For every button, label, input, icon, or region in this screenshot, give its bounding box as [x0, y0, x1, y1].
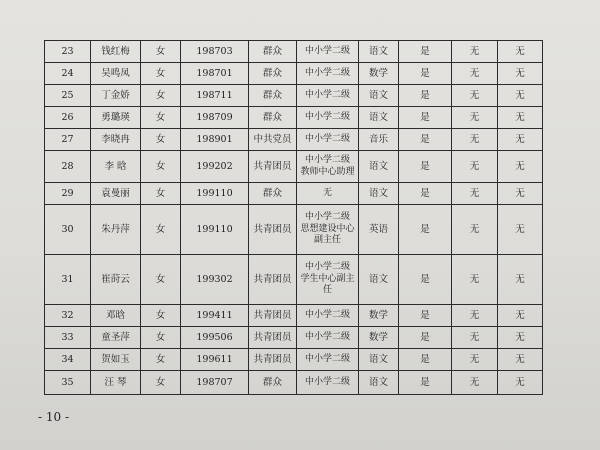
- cell-subject: 语文: [359, 349, 399, 371]
- cell-col10: 无: [498, 205, 543, 255]
- table-row: [45, 327, 543, 349]
- cell-subject: 数学: [359, 327, 399, 349]
- cell-gender: 女: [141, 183, 181, 205]
- cell-subject: 语文: [359, 41, 399, 63]
- cell-name: 李晓冉: [91, 129, 141, 151]
- table-row: [45, 183, 543, 205]
- position-line: 中小学二级: [304, 309, 350, 320]
- cell-birth: 199110: [181, 205, 249, 255]
- position-line: 中小学二级: [304, 45, 350, 56]
- position-line: 中小学二级: [304, 353, 350, 364]
- cell-no: 31: [45, 255, 91, 305]
- cell-birth: 199202: [181, 151, 249, 183]
- staff-table-body: [45, 41, 543, 395]
- cell-gender: 女: [141, 41, 181, 63]
- cell-party: 群众: [249, 107, 297, 129]
- staff-table: [44, 40, 543, 395]
- position-line: 中小学二级: [304, 376, 350, 387]
- cell-birth: 198703: [181, 41, 249, 63]
- table-row: [45, 305, 543, 327]
- cell-birth: 199411: [181, 305, 249, 327]
- table-row: [45, 349, 543, 371]
- cell-no: 28: [45, 151, 91, 183]
- cell-party: 群众: [249, 41, 297, 63]
- cell-no: 34: [45, 349, 91, 371]
- cell-no: 30: [45, 205, 91, 255]
- cell-no: 24: [45, 63, 91, 85]
- cell-position: [297, 255, 359, 305]
- position-line: 学生中心副主: [300, 273, 355, 284]
- cell-position: [297, 41, 359, 63]
- cell-subject: 语文: [359, 85, 399, 107]
- cell-name: 勇璐瑛: [91, 107, 141, 129]
- cell-position: [297, 349, 359, 371]
- cell-name: 吴鸣凤: [91, 63, 141, 85]
- cell-flag: 是: [399, 327, 452, 349]
- cell-col10: 无: [498, 349, 543, 371]
- cell-col9: 无: [452, 85, 498, 107]
- cell-col10: 无: [498, 371, 543, 395]
- cell-subject: 数学: [359, 63, 399, 85]
- cell-birth: 198709: [181, 107, 249, 129]
- cell-no: 27: [45, 129, 91, 151]
- cell-position: [297, 183, 359, 205]
- cell-subject: 语文: [359, 107, 399, 129]
- cell-flag: 是: [399, 41, 452, 63]
- cell-no: 26: [45, 107, 91, 129]
- cell-birth: 199506: [181, 327, 249, 349]
- cell-birth: 198711: [181, 85, 249, 107]
- cell-name: 童圣萍: [91, 327, 141, 349]
- cell-gender: 女: [141, 255, 181, 305]
- cell-party: 群众: [249, 371, 297, 395]
- cell-no: 23: [45, 41, 91, 63]
- cell-subject: 英语: [359, 205, 399, 255]
- cell-party: 共青团员: [249, 349, 297, 371]
- cell-subject: 语文: [359, 151, 399, 183]
- cell-position: [297, 371, 359, 395]
- cell-flag: 是: [399, 129, 452, 151]
- cell-name: 汪 琴: [91, 371, 141, 395]
- cell-gender: 女: [141, 371, 181, 395]
- cell-col10: 无: [498, 305, 543, 327]
- cell-flag: 是: [399, 205, 452, 255]
- cell-flag: 是: [399, 151, 452, 183]
- cell-col9: 无: [452, 151, 498, 183]
- cell-birth: 198701: [181, 63, 249, 85]
- cell-name: 袁曼丽: [91, 183, 141, 205]
- cell-subject: 数学: [359, 305, 399, 327]
- cell-col9: 无: [452, 63, 498, 85]
- position-line: 无: [322, 187, 332, 198]
- cell-col9: 无: [452, 41, 498, 63]
- cell-col9: 无: [452, 327, 498, 349]
- cell-gender: 女: [141, 305, 181, 327]
- position-line: 中小学二级: [304, 111, 350, 122]
- table-row: [45, 107, 543, 129]
- cell-position: [297, 63, 359, 85]
- cell-party: 共青团员: [249, 151, 297, 183]
- cell-subject: 语文: [359, 183, 399, 205]
- cell-party: 群众: [249, 85, 297, 107]
- cell-birth: 198707: [181, 371, 249, 395]
- cell-col10: 无: [498, 327, 543, 349]
- cell-no: 33: [45, 327, 91, 349]
- cell-name: 李 晗: [91, 151, 141, 183]
- cell-name: 邓晗: [91, 305, 141, 327]
- cell-no: 29: [45, 183, 91, 205]
- position-line: 中小学二级: [304, 155, 350, 165]
- table-row: [45, 151, 543, 183]
- position-line: 中小学二级: [304, 331, 350, 342]
- cell-flag: 是: [399, 85, 452, 107]
- cell-gender: 女: [141, 63, 181, 85]
- cell-col10: 无: [498, 63, 543, 85]
- table-row: [45, 371, 543, 395]
- position-line: 教师中心助理: [300, 166, 355, 177]
- cell-name: 崔莳云: [91, 255, 141, 305]
- cell-position: [297, 107, 359, 129]
- cell-col10: 无: [498, 129, 543, 151]
- cell-position: [297, 305, 359, 327]
- cell-name: 钱红梅: [91, 41, 141, 63]
- cell-party: 群众: [249, 63, 297, 85]
- cell-birth: 198901: [181, 129, 249, 151]
- cell-flag: 是: [399, 305, 452, 327]
- cell-gender: 女: [141, 349, 181, 371]
- cell-col9: 无: [452, 371, 498, 395]
- cell-position: [297, 151, 359, 183]
- cell-col10: 无: [498, 255, 543, 305]
- cell-col9: 无: [452, 183, 498, 205]
- cell-name: 朱丹萍: [91, 205, 141, 255]
- cell-name: 贺如玉: [91, 349, 141, 371]
- cell-flag: 是: [399, 107, 452, 129]
- cell-subject: 语文: [359, 371, 399, 395]
- cell-no: 32: [45, 305, 91, 327]
- cell-birth: 199302: [181, 255, 249, 305]
- cell-flag: 是: [399, 63, 452, 85]
- position-line: 中小学二级: [304, 262, 350, 273]
- position-line: 中小学二级: [304, 67, 350, 78]
- cell-gender: 女: [141, 327, 181, 349]
- cell-col9: 无: [452, 305, 498, 327]
- position-line: 中小学二级: [304, 89, 350, 100]
- staff-table-container: [44, 40, 542, 395]
- position-line: 中小学二级: [304, 212, 350, 223]
- cell-gender: 女: [141, 85, 181, 107]
- cell-subject: 语文: [359, 255, 399, 305]
- table-row: [45, 205, 543, 255]
- cell-position: [297, 327, 359, 349]
- cell-no: 25: [45, 85, 91, 107]
- table-row: [45, 41, 543, 63]
- cell-col9: 无: [452, 129, 498, 151]
- cell-gender: 女: [141, 107, 181, 129]
- cell-position: [297, 129, 359, 151]
- cell-gender: 女: [141, 129, 181, 151]
- table-row: [45, 129, 543, 151]
- cell-flag: 是: [399, 183, 452, 205]
- cell-subject: 音乐: [359, 129, 399, 151]
- cell-gender: 女: [141, 205, 181, 255]
- cell-col10: 无: [498, 85, 543, 107]
- cell-col10: 无: [498, 183, 543, 205]
- cell-col9: 无: [452, 349, 498, 371]
- cell-party: 共青团员: [249, 205, 297, 255]
- cell-party: 群众: [249, 183, 297, 205]
- cell-col9: 无: [452, 255, 498, 305]
- table-row: [45, 85, 543, 107]
- table-row: [45, 255, 543, 305]
- cell-col10: 无: [498, 107, 543, 129]
- cell-birth: 199611: [181, 349, 249, 371]
- cell-gender: 女: [141, 151, 181, 183]
- cell-party: 中共党员: [249, 129, 297, 151]
- cell-name: 丁金娇: [91, 85, 141, 107]
- cell-position: [297, 205, 359, 255]
- cell-party: 共青团员: [249, 255, 297, 305]
- cell-party: 共青团员: [249, 305, 297, 327]
- cell-col9: 无: [452, 205, 498, 255]
- position-line: 中小学二级: [304, 133, 350, 144]
- cell-flag: 是: [399, 349, 452, 371]
- position-line: 副主任: [313, 235, 341, 246]
- cell-flag: 是: [399, 371, 452, 395]
- cell-birth: 199110: [181, 183, 249, 205]
- cell-flag: 是: [399, 255, 452, 305]
- cell-col10: 无: [498, 151, 543, 183]
- cell-col10: 无: [498, 41, 543, 63]
- cell-no: 35: [45, 371, 91, 395]
- cell-party: 共青团员: [249, 327, 297, 349]
- page-number: - 10 -: [38, 410, 70, 424]
- table-row: [45, 63, 543, 85]
- position-line: 思想建设中心: [300, 223, 355, 234]
- cell-col9: 无: [452, 107, 498, 129]
- position-line: 任: [322, 285, 332, 296]
- cell-position: [297, 85, 359, 107]
